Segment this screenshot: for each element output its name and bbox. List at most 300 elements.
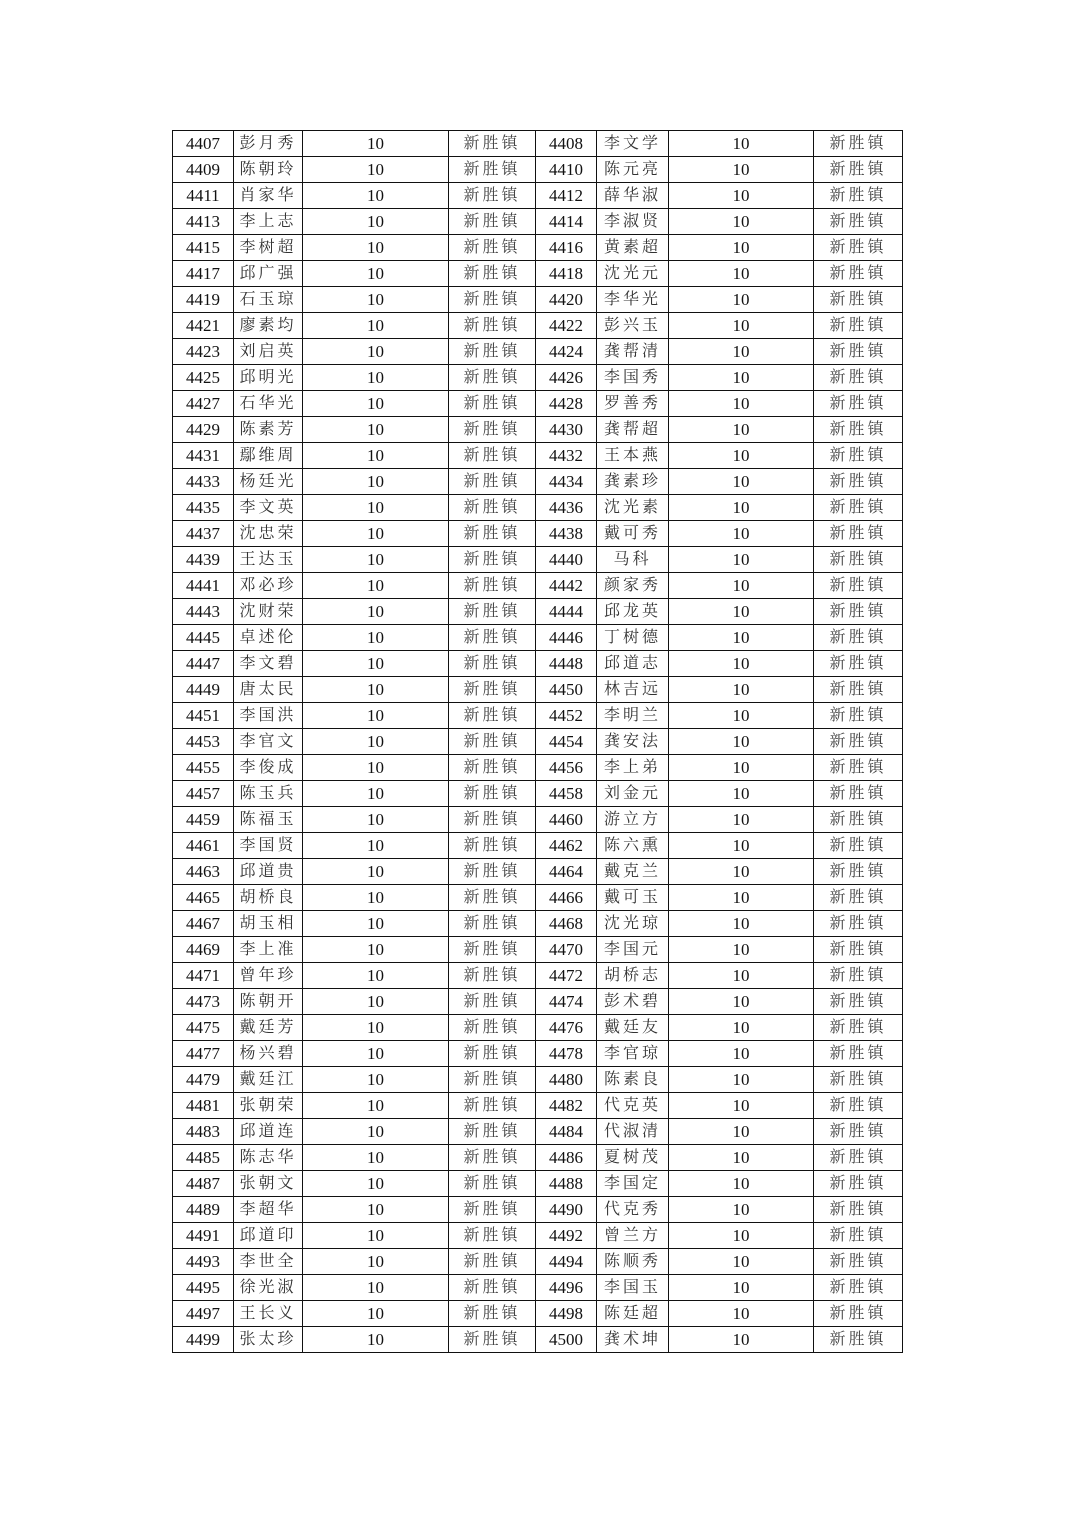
record-id-cell: 4443	[173, 599, 234, 625]
record-id-cell: 4464	[536, 859, 597, 885]
town-cell: 新胜镇	[814, 365, 903, 391]
person-name-cell: 陈素芳	[234, 417, 303, 443]
record-id-cell: 4481	[173, 1093, 234, 1119]
table-row	[173, 521, 903, 547]
town-cell: 新胜镇	[449, 833, 536, 859]
person-name-cell: 胡桥良	[234, 885, 303, 911]
town-cell: 新胜镇	[814, 521, 903, 547]
town-cell: 新胜镇	[449, 261, 536, 287]
person-name-cell: 沈忠荣	[234, 521, 303, 547]
town-cell: 新胜镇	[814, 417, 903, 443]
person-name-cell: 戴克兰	[597, 859, 669, 885]
town-cell: 新胜镇	[814, 651, 903, 677]
person-name-cell: 曾年珍	[234, 963, 303, 989]
amount-cell: 10	[303, 339, 449, 365]
record-id-cell: 4430	[536, 417, 597, 443]
person-name-cell: 李国玉	[597, 1275, 669, 1301]
town-cell: 新胜镇	[449, 1301, 536, 1327]
person-name-cell: 代淑清	[597, 1119, 669, 1145]
amount-cell: 10	[303, 287, 449, 313]
person-name-cell: 王长义	[234, 1301, 303, 1327]
amount-cell: 10	[303, 521, 449, 547]
record-id-cell: 4457	[173, 781, 234, 807]
record-id-cell: 4473	[173, 989, 234, 1015]
town-cell: 新胜镇	[814, 1041, 903, 1067]
amount-cell: 10	[303, 1041, 449, 1067]
table-row	[173, 651, 903, 677]
record-id-cell: 4449	[173, 677, 234, 703]
town-cell: 新胜镇	[449, 547, 536, 573]
person-name-cell: 徐光淑	[234, 1275, 303, 1301]
amount-cell: 10	[669, 729, 814, 755]
town-cell: 新胜镇	[449, 885, 536, 911]
person-name-cell: 彭术碧	[597, 989, 669, 1015]
town-cell: 新胜镇	[449, 1327, 536, 1353]
person-name-cell: 戴可秀	[597, 521, 669, 547]
town-cell: 新胜镇	[814, 157, 903, 183]
town-cell: 新胜镇	[449, 339, 536, 365]
amount-cell: 10	[669, 703, 814, 729]
town-cell: 新胜镇	[814, 313, 903, 339]
table-row	[173, 1145, 903, 1171]
record-id-cell: 4441	[173, 573, 234, 599]
amount-cell: 10	[303, 651, 449, 677]
amount-cell: 10	[669, 937, 814, 963]
table-row	[173, 1119, 903, 1145]
person-name-cell: 廖素均	[234, 313, 303, 339]
table-row	[173, 781, 903, 807]
record-id-cell: 4496	[536, 1275, 597, 1301]
person-name-cell: 罗善秀	[597, 391, 669, 417]
town-cell: 新胜镇	[814, 833, 903, 859]
town-cell: 新胜镇	[449, 573, 536, 599]
record-id-cell: 4436	[536, 495, 597, 521]
record-id-cell: 4425	[173, 365, 234, 391]
town-cell: 新胜镇	[449, 235, 536, 261]
amount-cell: 10	[669, 443, 814, 469]
person-name-cell: 石玉琼	[234, 287, 303, 313]
town-cell: 新胜镇	[814, 1093, 903, 1119]
amount-cell: 10	[303, 209, 449, 235]
amount-cell: 10	[303, 703, 449, 729]
table-row	[173, 261, 903, 287]
record-id-cell: 4493	[173, 1249, 234, 1275]
table-row	[173, 833, 903, 859]
table-row	[173, 755, 903, 781]
table-row	[173, 1223, 903, 1249]
town-cell: 新胜镇	[814, 1015, 903, 1041]
table-row	[173, 963, 903, 989]
person-name-cell: 颜家秀	[597, 573, 669, 599]
table-row	[173, 443, 903, 469]
amount-cell: 10	[669, 287, 814, 313]
table-row	[173, 1093, 903, 1119]
person-name-cell: 邱广强	[234, 261, 303, 287]
record-id-cell: 4447	[173, 651, 234, 677]
person-name-cell: 马科	[597, 547, 669, 573]
record-id-cell: 4494	[536, 1249, 597, 1275]
person-name-cell: 戴廷芳	[234, 1015, 303, 1041]
record-id-cell: 4420	[536, 287, 597, 313]
person-name-cell: 戴廷江	[234, 1067, 303, 1093]
record-id-cell: 4482	[536, 1093, 597, 1119]
record-id-cell: 4466	[536, 885, 597, 911]
record-id-cell: 4470	[536, 937, 597, 963]
town-cell: 新胜镇	[814, 937, 903, 963]
person-name-cell: 邱龙英	[597, 599, 669, 625]
amount-cell: 10	[303, 1015, 449, 1041]
person-name-cell: 李国元	[597, 937, 669, 963]
person-name-cell: 杨兴碧	[234, 1041, 303, 1067]
person-name-cell: 李树超	[234, 235, 303, 261]
amount-cell: 10	[669, 547, 814, 573]
record-id-cell: 4492	[536, 1223, 597, 1249]
town-cell: 新胜镇	[814, 183, 903, 209]
town-cell: 新胜镇	[449, 1041, 536, 1067]
amount-cell: 10	[669, 1301, 814, 1327]
town-cell: 新胜镇	[814, 1197, 903, 1223]
record-id-cell: 4476	[536, 1015, 597, 1041]
amount-cell: 10	[303, 963, 449, 989]
person-name-cell: 代克秀	[597, 1197, 669, 1223]
record-id-cell: 4456	[536, 755, 597, 781]
person-name-cell: 李世全	[234, 1249, 303, 1275]
person-name-cell: 李上志	[234, 209, 303, 235]
amount-cell: 10	[303, 755, 449, 781]
record-id-cell: 4450	[536, 677, 597, 703]
person-name-cell: 李国定	[597, 1171, 669, 1197]
person-name-cell: 邱明光	[234, 365, 303, 391]
table-row	[173, 365, 903, 391]
person-name-cell: 张太珍	[234, 1327, 303, 1353]
record-id-cell: 4422	[536, 313, 597, 339]
record-id-cell: 4428	[536, 391, 597, 417]
town-cell: 新胜镇	[814, 1119, 903, 1145]
record-id-cell: 4429	[173, 417, 234, 443]
table-row	[173, 911, 903, 937]
amount-cell: 10	[669, 495, 814, 521]
record-id-cell: 4478	[536, 1041, 597, 1067]
amount-cell: 10	[303, 807, 449, 833]
person-name-cell: 陈元亮	[597, 157, 669, 183]
amount-cell: 10	[303, 937, 449, 963]
record-id-cell: 4434	[536, 469, 597, 495]
table-row	[173, 729, 903, 755]
town-cell: 新胜镇	[814, 599, 903, 625]
record-id-cell: 4472	[536, 963, 597, 989]
town-cell: 新胜镇	[814, 339, 903, 365]
record-id-cell: 4424	[536, 339, 597, 365]
table-row	[173, 859, 903, 885]
record-id-cell: 4474	[536, 989, 597, 1015]
table-row	[173, 937, 903, 963]
table-row	[173, 1327, 903, 1353]
person-name-cell: 刘金元	[597, 781, 669, 807]
person-name-cell: 李超华	[234, 1197, 303, 1223]
person-name-cell: 龚术坤	[597, 1327, 669, 1353]
table-row	[173, 547, 903, 573]
person-name-cell: 陈素良	[597, 1067, 669, 1093]
amount-cell: 10	[303, 365, 449, 391]
record-id-cell: 4445	[173, 625, 234, 651]
record-id-cell: 4462	[536, 833, 597, 859]
town-cell: 新胜镇	[814, 287, 903, 313]
person-name-cell: 游立方	[597, 807, 669, 833]
record-id-cell: 4419	[173, 287, 234, 313]
town-cell: 新胜镇	[814, 859, 903, 885]
record-id-cell: 4460	[536, 807, 597, 833]
amount-cell: 10	[303, 781, 449, 807]
person-name-cell: 沈光素	[597, 495, 669, 521]
town-cell: 新胜镇	[449, 859, 536, 885]
person-name-cell: 李文英	[234, 495, 303, 521]
person-name-cell: 胡玉相	[234, 911, 303, 937]
person-name-cell: 彭兴玉	[597, 313, 669, 339]
amount-cell: 10	[669, 755, 814, 781]
record-id-cell: 4416	[536, 235, 597, 261]
record-id-cell: 4469	[173, 937, 234, 963]
record-id-cell: 4485	[173, 1145, 234, 1171]
record-id-cell: 4458	[536, 781, 597, 807]
amount-cell: 10	[669, 157, 814, 183]
person-name-cell: 戴廷友	[597, 1015, 669, 1041]
amount-cell: 10	[303, 1327, 449, 1353]
record-id-cell: 4475	[173, 1015, 234, 1041]
person-name-cell: 张朝文	[234, 1171, 303, 1197]
record-id-cell: 4423	[173, 339, 234, 365]
town-cell: 新胜镇	[449, 807, 536, 833]
amount-cell: 10	[669, 1171, 814, 1197]
record-id-cell: 4461	[173, 833, 234, 859]
record-id-cell: 4468	[536, 911, 597, 937]
town-cell: 新胜镇	[449, 287, 536, 313]
person-name-cell: 沈光琼	[597, 911, 669, 937]
person-name-cell: 陈玉兵	[234, 781, 303, 807]
person-name-cell: 邱道印	[234, 1223, 303, 1249]
person-name-cell: 刘启英	[234, 339, 303, 365]
table-row	[173, 1171, 903, 1197]
record-id-cell: 4408	[536, 131, 597, 157]
town-cell: 新胜镇	[814, 781, 903, 807]
town-cell: 新胜镇	[449, 521, 536, 547]
person-name-cell: 邱道贵	[234, 859, 303, 885]
record-id-cell: 4495	[173, 1275, 234, 1301]
record-id-cell: 4491	[173, 1223, 234, 1249]
record-id-cell: 4479	[173, 1067, 234, 1093]
amount-cell: 10	[669, 261, 814, 287]
town-cell: 新胜镇	[814, 729, 903, 755]
record-id-cell: 4413	[173, 209, 234, 235]
table-row	[173, 1041, 903, 1067]
town-cell: 新胜镇	[814, 1067, 903, 1093]
town-cell: 新胜镇	[449, 651, 536, 677]
person-name-cell: 陈志华	[234, 1145, 303, 1171]
amount-cell: 10	[303, 599, 449, 625]
table-row	[173, 209, 903, 235]
town-cell: 新胜镇	[449, 963, 536, 989]
person-name-cell: 杨廷光	[234, 469, 303, 495]
person-name-cell: 陈廷超	[597, 1301, 669, 1327]
amount-cell: 10	[669, 313, 814, 339]
town-cell: 新胜镇	[814, 885, 903, 911]
amount-cell: 10	[303, 1249, 449, 1275]
table-body	[173, 131, 903, 1353]
amount-cell: 10	[303, 417, 449, 443]
amount-cell: 10	[303, 131, 449, 157]
table-row	[173, 1301, 903, 1327]
table-row	[173, 183, 903, 209]
record-id-cell: 4486	[536, 1145, 597, 1171]
record-id-cell: 4498	[536, 1301, 597, 1327]
record-id-cell: 4435	[173, 495, 234, 521]
person-name-cell: 李明兰	[597, 703, 669, 729]
amount-cell: 10	[669, 911, 814, 937]
town-cell: 新胜镇	[449, 1249, 536, 1275]
amount-cell: 10	[669, 235, 814, 261]
person-name-cell: 邱道连	[234, 1119, 303, 1145]
town-cell: 新胜镇	[449, 625, 536, 651]
person-name-cell: 卓述伦	[234, 625, 303, 651]
record-id-cell: 4484	[536, 1119, 597, 1145]
amount-cell: 10	[303, 183, 449, 209]
town-cell: 新胜镇	[814, 963, 903, 989]
town-cell: 新胜镇	[449, 183, 536, 209]
record-id-cell: 4455	[173, 755, 234, 781]
table-row	[173, 1015, 903, 1041]
town-cell: 新胜镇	[449, 157, 536, 183]
person-name-cell: 陈顺秀	[597, 1249, 669, 1275]
town-cell: 新胜镇	[449, 677, 536, 703]
record-id-cell: 4412	[536, 183, 597, 209]
town-cell: 新胜镇	[814, 625, 903, 651]
amount-cell: 10	[669, 859, 814, 885]
person-name-cell: 胡桥志	[597, 963, 669, 989]
amount-cell: 10	[303, 625, 449, 651]
person-name-cell: 陈六熏	[597, 833, 669, 859]
record-id-cell: 4444	[536, 599, 597, 625]
person-name-cell: 陈福玉	[234, 807, 303, 833]
town-cell: 新胜镇	[449, 365, 536, 391]
town-cell: 新胜镇	[814, 755, 903, 781]
amount-cell: 10	[303, 833, 449, 859]
town-cell: 新胜镇	[449, 911, 536, 937]
town-cell: 新胜镇	[449, 1145, 536, 1171]
record-id-cell: 4433	[173, 469, 234, 495]
town-cell: 新胜镇	[449, 1067, 536, 1093]
town-cell: 新胜镇	[814, 547, 903, 573]
person-name-cell: 龚帮超	[597, 417, 669, 443]
table-row	[173, 703, 903, 729]
amount-cell: 10	[303, 443, 449, 469]
record-id-cell: 4500	[536, 1327, 597, 1353]
town-cell: 新胜镇	[449, 209, 536, 235]
amount-cell: 10	[303, 313, 449, 339]
record-id-cell: 4409	[173, 157, 234, 183]
amount-cell: 10	[303, 989, 449, 1015]
table-row	[173, 1197, 903, 1223]
town-cell: 新胜镇	[814, 131, 903, 157]
amount-cell: 10	[669, 573, 814, 599]
person-name-cell: 丁树德	[597, 625, 669, 651]
person-name-cell: 沈光元	[597, 261, 669, 287]
town-cell: 新胜镇	[814, 1223, 903, 1249]
person-name-cell: 曾兰方	[597, 1223, 669, 1249]
town-cell: 新胜镇	[449, 443, 536, 469]
town-cell: 新胜镇	[449, 469, 536, 495]
town-cell: 新胜镇	[814, 469, 903, 495]
amount-cell: 10	[303, 469, 449, 495]
amount-cell: 10	[669, 1015, 814, 1041]
person-name-cell: 李上准	[234, 937, 303, 963]
amount-cell: 10	[669, 131, 814, 157]
table-row	[173, 1275, 903, 1301]
amount-cell: 10	[669, 417, 814, 443]
town-cell: 新胜镇	[814, 1301, 903, 1327]
table-row	[173, 1067, 903, 1093]
person-name-cell: 鄢维周	[234, 443, 303, 469]
town-cell: 新胜镇	[814, 703, 903, 729]
record-id-cell: 4471	[173, 963, 234, 989]
town-cell: 新胜镇	[449, 495, 536, 521]
person-name-cell: 薛华淑	[597, 183, 669, 209]
town-cell: 新胜镇	[814, 1327, 903, 1353]
town-cell: 新胜镇	[449, 937, 536, 963]
person-name-cell: 王达玉	[234, 547, 303, 573]
amount-cell: 10	[303, 547, 449, 573]
record-id-cell: 4411	[173, 183, 234, 209]
town-cell: 新胜镇	[814, 495, 903, 521]
person-name-cell: 李官文	[234, 729, 303, 755]
amount-cell: 10	[669, 599, 814, 625]
record-id-cell: 4431	[173, 443, 234, 469]
table-row	[173, 807, 903, 833]
table-row	[173, 313, 903, 339]
person-name-cell: 石华光	[234, 391, 303, 417]
amount-cell: 10	[669, 391, 814, 417]
record-id-cell: 4452	[536, 703, 597, 729]
record-id-cell: 4417	[173, 261, 234, 287]
person-name-cell: 李文学	[597, 131, 669, 157]
table-row	[173, 989, 903, 1015]
amount-cell: 10	[669, 1197, 814, 1223]
amount-cell: 10	[303, 1093, 449, 1119]
record-id-cell: 4427	[173, 391, 234, 417]
record-id-cell: 4463	[173, 859, 234, 885]
amount-cell: 10	[303, 1145, 449, 1171]
record-id-cell: 4407	[173, 131, 234, 157]
record-id-cell: 4438	[536, 521, 597, 547]
town-cell: 新胜镇	[814, 391, 903, 417]
town-cell: 新胜镇	[449, 1119, 536, 1145]
town-cell: 新胜镇	[814, 261, 903, 287]
amount-cell: 10	[303, 391, 449, 417]
table-row	[173, 287, 903, 313]
amount-cell: 10	[303, 157, 449, 183]
table-row	[173, 625, 903, 651]
town-cell: 新胜镇	[814, 1249, 903, 1275]
town-cell: 新胜镇	[814, 209, 903, 235]
amount-cell: 10	[303, 859, 449, 885]
table-row	[173, 339, 903, 365]
town-cell: 新胜镇	[814, 573, 903, 599]
town-cell: 新胜镇	[449, 781, 536, 807]
record-id-cell: 4437	[173, 521, 234, 547]
table-row	[173, 469, 903, 495]
person-name-cell: 李国贤	[234, 833, 303, 859]
amount-cell: 10	[669, 365, 814, 391]
town-cell: 新胜镇	[449, 417, 536, 443]
person-name-cell: 李上弟	[597, 755, 669, 781]
